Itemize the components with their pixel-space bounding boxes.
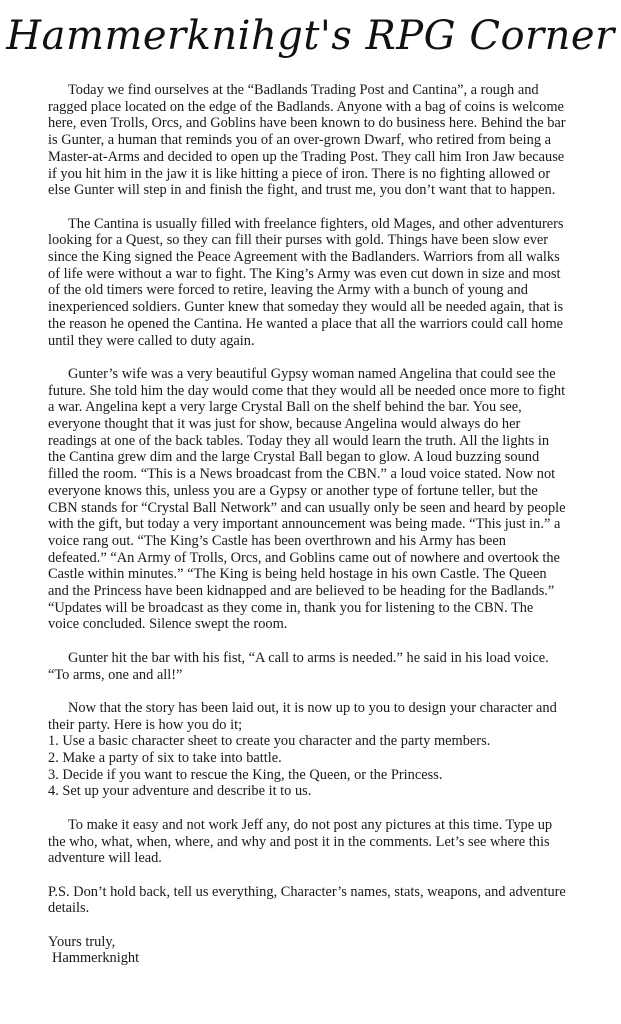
- signoff: Yours truly,: [48, 933, 116, 950]
- paragraph-intro: Today we find ourselves at the “Badlands Trading Post and Cantina”, a rough and ragged place located on the edge of the Badlands. Anyone with a bag of coins is welcome here, even Trolls, Orcs, and Goblins have been known to do business here. Behind the bar is Gunter, a human that reminds you of an over-grown Dwarf, who retired from being a Master-at-Arms and decided to open up the Trading Post. They call him Iron Jaw because if you hit him in the jaw it is like hitting a piece of iron. There is no fighting allowed or else Gunter will step in and finish the fight, and trust me, you don’t want that to happen.: [48, 82, 566, 199]
- article-body: [48, 82, 568, 967]
- signature: Hammerknight: [52, 950, 140, 967]
- list-item: 3. Decide if you want to rescue the King, the Queen, or the Princess.: [48, 766, 443, 783]
- list-item: 1. Use a basic character sheet to create you character and the party members.: [48, 733, 491, 750]
- list-item: 4. Set up your adventure and describe it to us.: [48, 783, 312, 800]
- paragraph-angelina: Gunter’s wife was a very beautiful Gypsy woman named Angelina that could see the future. She told him the day would come that they would all be needed once more to fight a war. Angelina kept a very large Crystal Ball on the shelf behind the bar. You see, everyone thought that it was just for show, because Angelina would always do her readings at one of the back tables. Today they all would learn the truth. All the lights in the Cantina grew dim and the large Crystal Ball began to glow. A loud buzzing sound filled the room. “This is a News broadcast from the CBN.” a loud voice stated. Now not everyone knows this, unless you are a Gypsy or another type of fortune teller, but the CBN stands for “Crystal Ball Network” and can usually only be seen and heard by people with the gift, but today a very important announcement was being made. “This just in.” a voice rang out. “The King’s Castle has been overthrown and his Army has been defeated.” “An Army of Trolls, Orcs, and Goblins came out of nowhere and overtook the Castle within minutes.” “The King is being held hostage in his own Castle. The Queen and the Princess have been kidnapped and are believed to be heading for the Badlands.” “Updates will be broadcast as they come in, thank you for listening to the CBN. The voice concluded. Silence swept the room.: [48, 365, 566, 633]
- postscript: P.S. Don’t hold back, tell us everything, Character’s names, stats, weapons, and adventure details.: [48, 883, 566, 917]
- paragraph-cantina: The Cantina is usually filled with freelance fighters, old Mages, and other adventurers looking for a Quest, so they can fill their purses with gold. Things have been slow ever since the King signed the Peace Agreement with the Badlanders. Warriors from all walks of life were without a war to fight. The King’s Army was even cut down in size and most of the old timers were forced to retire, leaving the Army with a bunch of young and inexperienced soldiers. Gunter knew that someday they would all be needed again, that is the reason he opened the Cantina. He wanted a place that all the warriors could call home until they were called to duty again.: [48, 215, 564, 349]
- page-title: Hammerknihgt's RPG Corner: [6, 13, 615, 59]
- steps-list: [48, 733, 568, 800]
- paragraph-instructions: Now that the story has been laid out, it is now up to you to design your character and their party. Here is how you do it;: [48, 699, 557, 733]
- paragraph-closing: To make it easy and not work Jeff any, do not post any pictures at this time. Type up the who, what, when, where, and why and post it in the comments. Let’s see where this adventure will lead.: [48, 816, 553, 867]
- paragraph-call-to-arms: Gunter hit the bar with his fist, “A call to arms is needed.” he said in his load voice. “To arms, one and all!”: [48, 649, 549, 683]
- list-item: 2. Make a party of six to take into battle.: [48, 750, 282, 767]
